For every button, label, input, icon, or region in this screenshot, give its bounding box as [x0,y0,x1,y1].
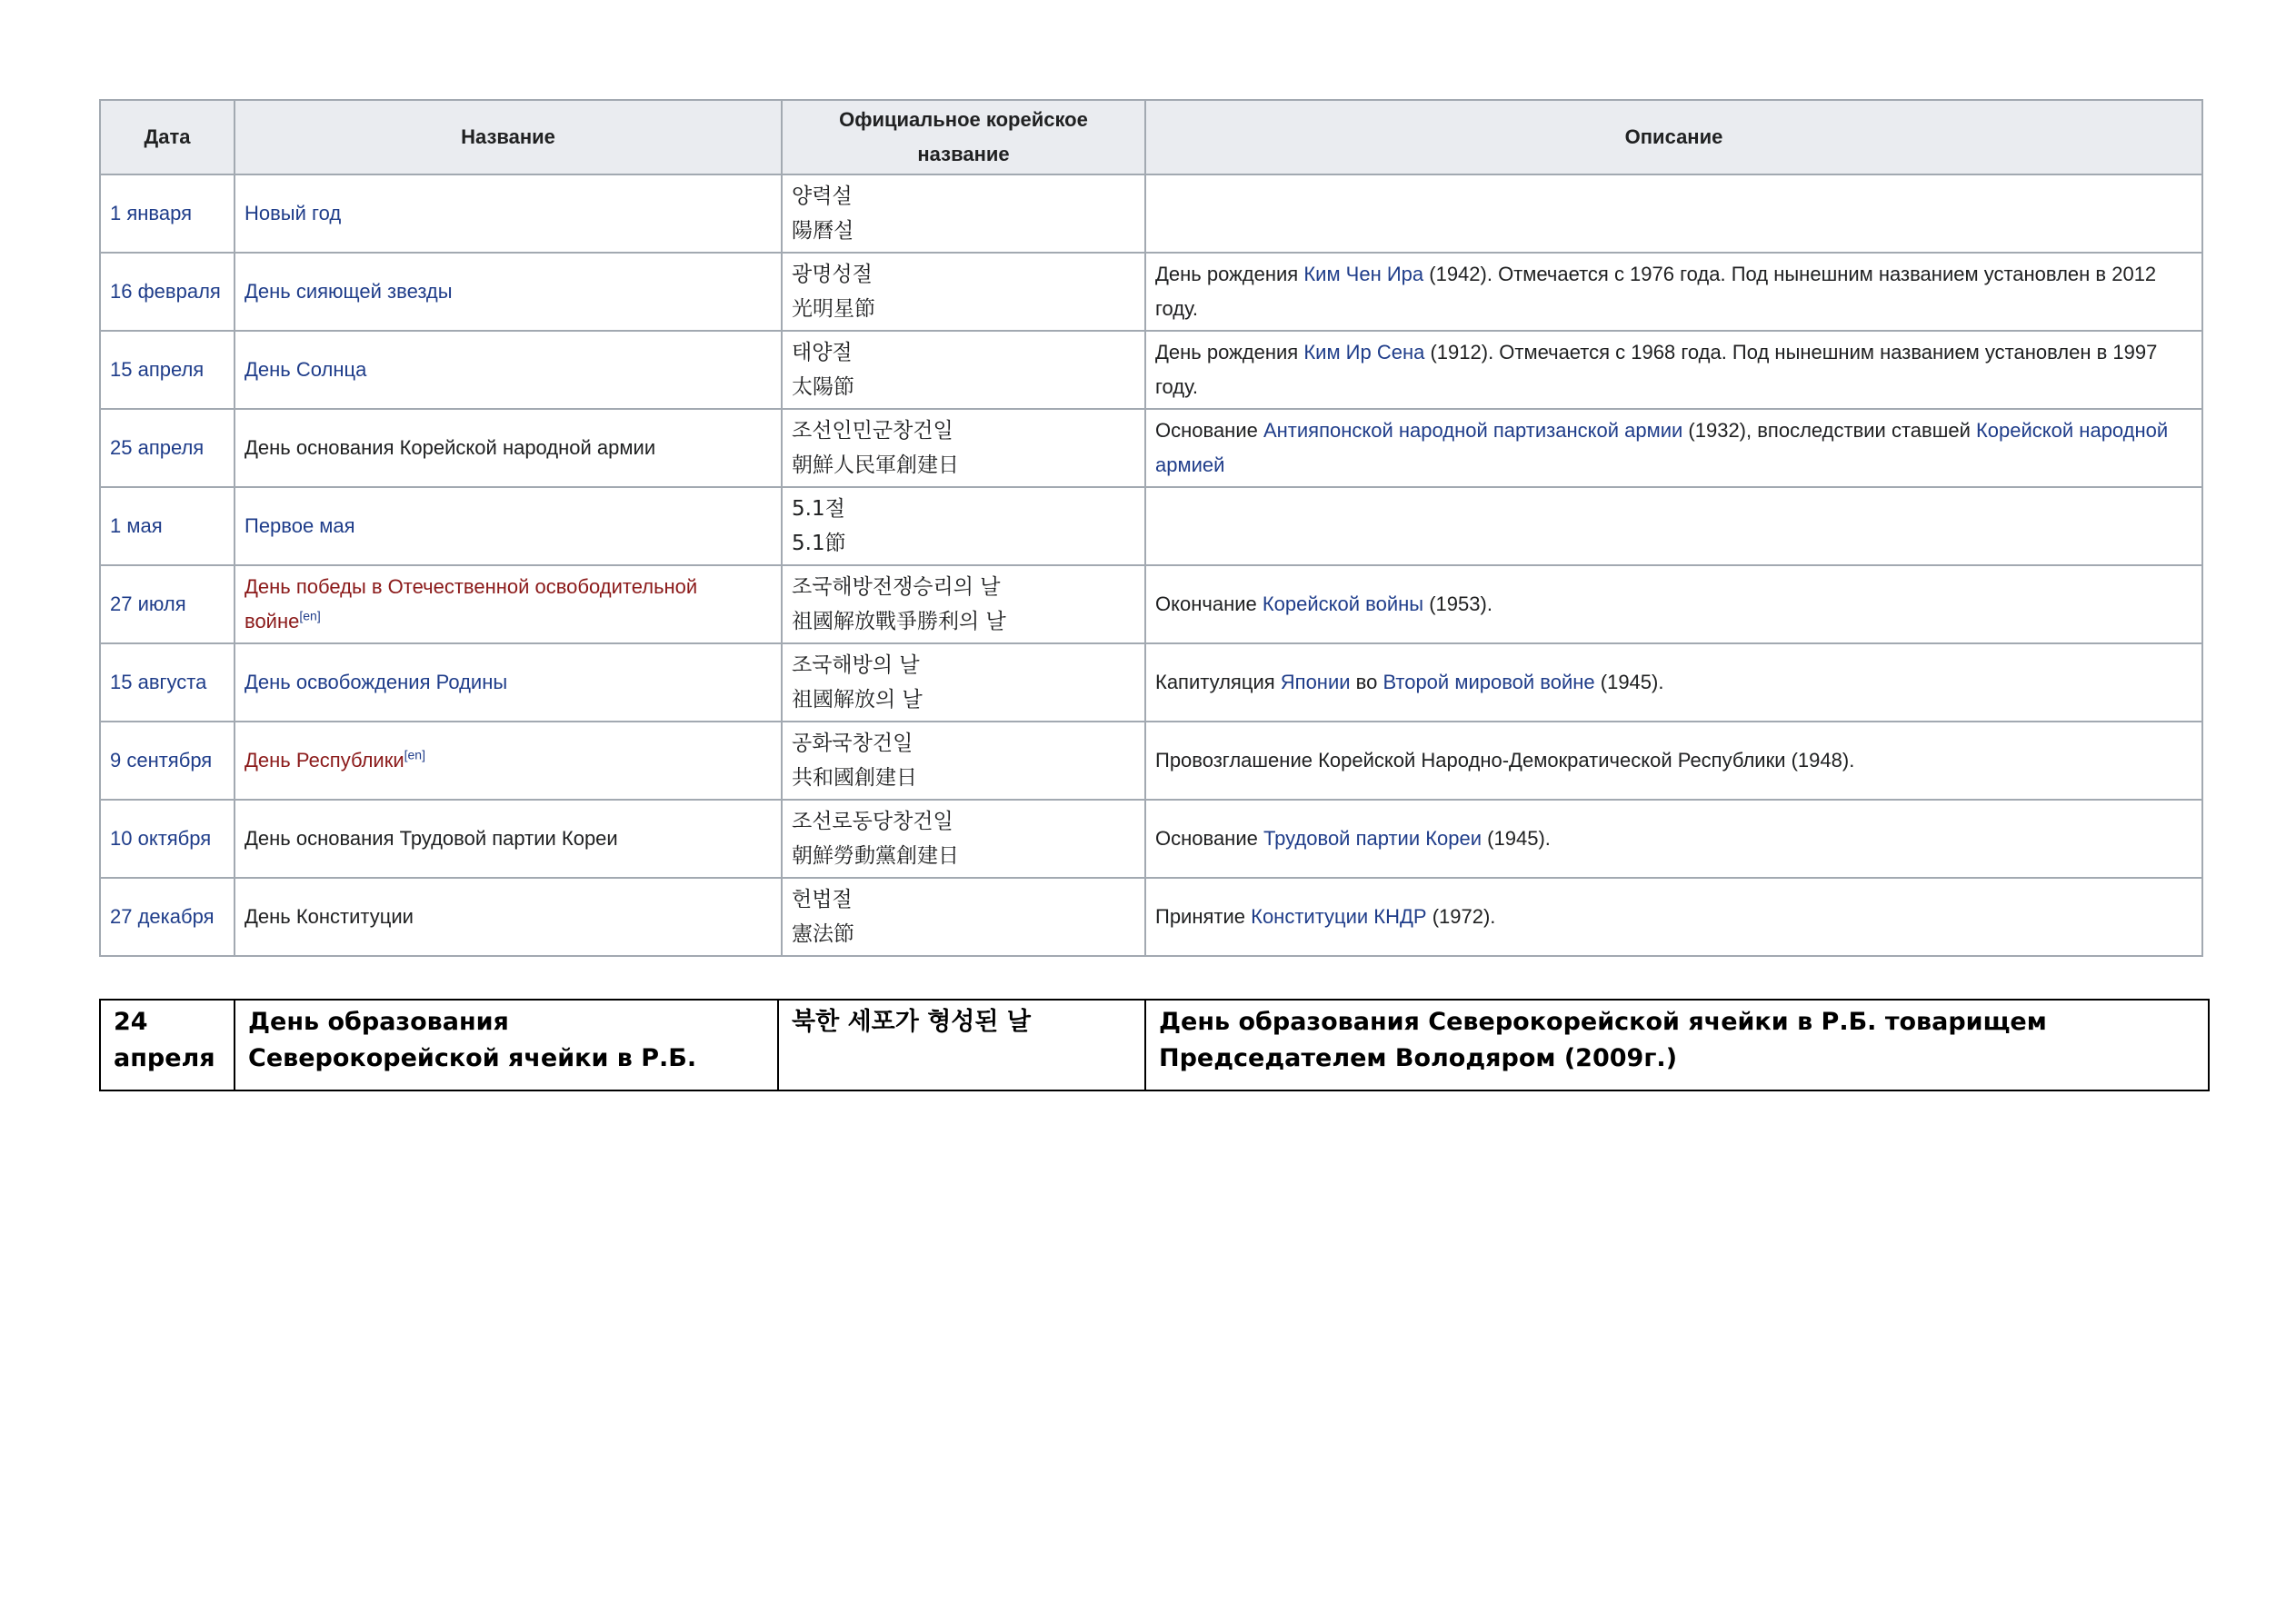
korean-hangul: 조국해방의 날 [792,653,920,677]
description-link[interactable]: Корейской войны [1262,592,1424,615]
korean-cell [782,253,1145,331]
holiday-name-text: День Конституции [245,905,414,928]
table-row [100,409,2202,487]
extra-date-cell: 24 апреля [100,1000,235,1090]
appended-holiday-table [99,999,2210,1091]
date-link[interactable]: 15 апреля [110,358,205,381]
korean-cell [782,565,1145,643]
date-link[interactable]: 27 декабря [110,905,215,928]
table-row [100,565,2202,643]
description-text: Окончание [1155,592,1263,615]
holiday-name-text: День основания Корейской народной армии [245,436,656,459]
korean-hanja: 陽曆설 [792,219,854,243]
table-row [100,800,2202,878]
extra-name-cell: День образования Северокорейской ячейки в Р.Б. [235,1000,778,1090]
header-description[interactable]: Описание [1145,100,2202,174]
name-cell [235,487,782,565]
description-link[interactable]: Трудовой партии Кореи [1263,827,1482,850]
header-date[interactable]: Дата [100,100,235,174]
date-link[interactable]: 15 августа [110,671,207,693]
date-cell [100,174,235,253]
description-link[interactable]: Японии [1280,671,1351,693]
date-cell [100,331,235,409]
description-text: Провозглашение Корейской Народно-Демократической Республики (1948). [1155,749,1855,772]
description-cell [1145,878,2202,956]
holiday-name-link[interactable]: День Солнца [245,358,367,381]
name-cell [235,331,782,409]
korean-cell [782,800,1145,878]
description-cell [1145,800,2202,878]
name-cell [235,565,782,643]
date-cell [100,253,235,331]
korean-hangul: 조국해방전쟁승리의 날 [792,575,1001,599]
date-cell [100,722,235,800]
description-cell [1145,409,2202,487]
description-text: Принятие [1155,905,1252,928]
description-link[interactable]: Второй мировой войне [1383,671,1595,693]
korean-hanja: 光明星節 [792,297,875,321]
table-row [100,487,2202,565]
korean-hanja: 祖國解放戰爭勝利의 날 [792,610,1006,633]
holiday-name-link[interactable]: Первое мая [245,514,355,537]
description-link[interactable]: Ким Ир Сена [1303,341,1425,363]
holiday-name-redlink[interactable]: День Республики [245,749,404,772]
header-name[interactable]: Название [235,100,782,174]
description-link[interactable]: Корейской народной армией [1155,419,2169,476]
extra-korean-cell: 북한 세포가 형성된 날 [778,1000,1145,1090]
holiday-name-redlink[interactable]: День победы в Отечественной освободительной войне [245,575,698,632]
extra-description-cell: День образования Северокорейской ячейки в Р.Б. товарищем Председателем Володяром (2009г.) [1145,1000,2209,1090]
description-link[interactable]: Антияпонской народной партизанской армии [1263,419,1683,442]
description-cell [1145,565,2202,643]
description-link[interactable]: Конституции КНДР [1251,905,1427,928]
korean-hanja: 太陽節 [792,375,854,399]
description-cell [1145,487,2202,565]
description-cell [1145,253,2202,331]
description-text: День рождения [1155,263,1304,285]
korean-hanja: 朝鮮人民軍創建日 [792,453,959,477]
korean-cell [782,409,1145,487]
korean-hanja: 朝鮮勞動黨創建日 [792,844,959,868]
description-cell [1145,722,2202,800]
korean-hangul: 조선로동당창건일 [792,810,953,833]
korean-hangul: 조선인민군창건일 [792,419,953,443]
date-cell [100,643,235,722]
holiday-name-link[interactable]: День освобождения Родины [245,671,508,693]
description-cell [1145,331,2202,409]
date-cell [100,800,235,878]
description-text: Основание [1155,419,1263,442]
holiday-name-link[interactable]: День сияющей звезды [245,280,453,303]
date-link[interactable]: 10 октября [110,827,212,850]
korean-hanja: 共和國創建日 [792,766,917,790]
korean-cell [782,331,1145,409]
holidays-table [99,99,2203,957]
korean-hangul: 양력설 [792,184,853,208]
korean-hangul: 태양절 [792,341,853,364]
korean-cell [782,722,1145,800]
date-cell [100,878,235,956]
description-cell [1145,174,2202,253]
name-cell [235,722,782,800]
interlanguage-link-en[interactable]: [en] [404,747,425,762]
korean-hanja: 憲法節 [792,922,854,946]
table-row [100,174,2202,253]
korean-hangul: 공화국창건일 [792,732,913,755]
description-text: (1932), впоследствии ставшей [1682,419,1976,442]
header-korean-name[interactable]: Официальное корейское название [782,100,1145,174]
korean-hanja: 祖國解放의 날 [792,688,923,712]
date-link[interactable]: 1 мая [110,514,163,537]
table-row [100,643,2202,722]
korean-cell [782,643,1145,722]
description-text: (1953). [1423,592,1492,615]
name-cell [235,800,782,878]
korean-hangul: 헌법절 [792,888,853,911]
table-row [100,253,2202,331]
description-text: (1945). [1482,827,1551,850]
description-cell [1145,643,2202,722]
description-text: (1972). [1426,905,1496,928]
date-link[interactable]: 25 апреля [110,436,205,459]
korean-hangul: 5.1절 [792,497,845,521]
description-text: День рождения [1155,341,1304,363]
korean-hanja: 5.1節 [792,532,846,555]
name-cell [235,409,782,487]
table-row [100,878,2202,956]
description-text: Основание [1155,827,1263,850]
description-link[interactable]: Ким Чен Ира [1303,263,1424,285]
date-link[interactable]: 1 января [110,202,192,224]
interlanguage-link-en[interactable]: [en] [299,608,321,623]
description-text: во [1350,671,1383,693]
date-cell [100,565,235,643]
date-cell [100,409,235,487]
description-text: (1912). Отмечается с 1968 года. Под нынешним названием установлен в 1997 году. [1155,341,2158,398]
table-row [100,1000,2209,1090]
holiday-name-text: День основания Трудовой партии Кореи [245,827,618,850]
date-link[interactable]: 16 февраля [110,280,221,303]
korean-cell [782,878,1145,956]
korean-hangul: 광명성절 [792,263,873,286]
date-link[interactable]: 27 июля [110,592,186,615]
description-text: Капитуляция [1155,671,1281,693]
date-link[interactable]: 9 сентября [110,749,213,772]
date-cell [100,487,235,565]
table-row [100,331,2202,409]
name-cell [235,253,782,331]
name-cell [235,878,782,956]
korean-cell [782,174,1145,253]
name-cell [235,174,782,253]
name-cell [235,643,782,722]
description-text: (1942). Отмечается с 1976 года. Под нынешним названием установлен в 2012 году. [1155,263,2157,320]
holiday-name-link[interactable]: Новый год [245,202,342,224]
description-text: (1945). [1594,671,1664,693]
table-header-row [100,100,2202,174]
table-row [100,722,2202,800]
korean-cell [782,487,1145,565]
